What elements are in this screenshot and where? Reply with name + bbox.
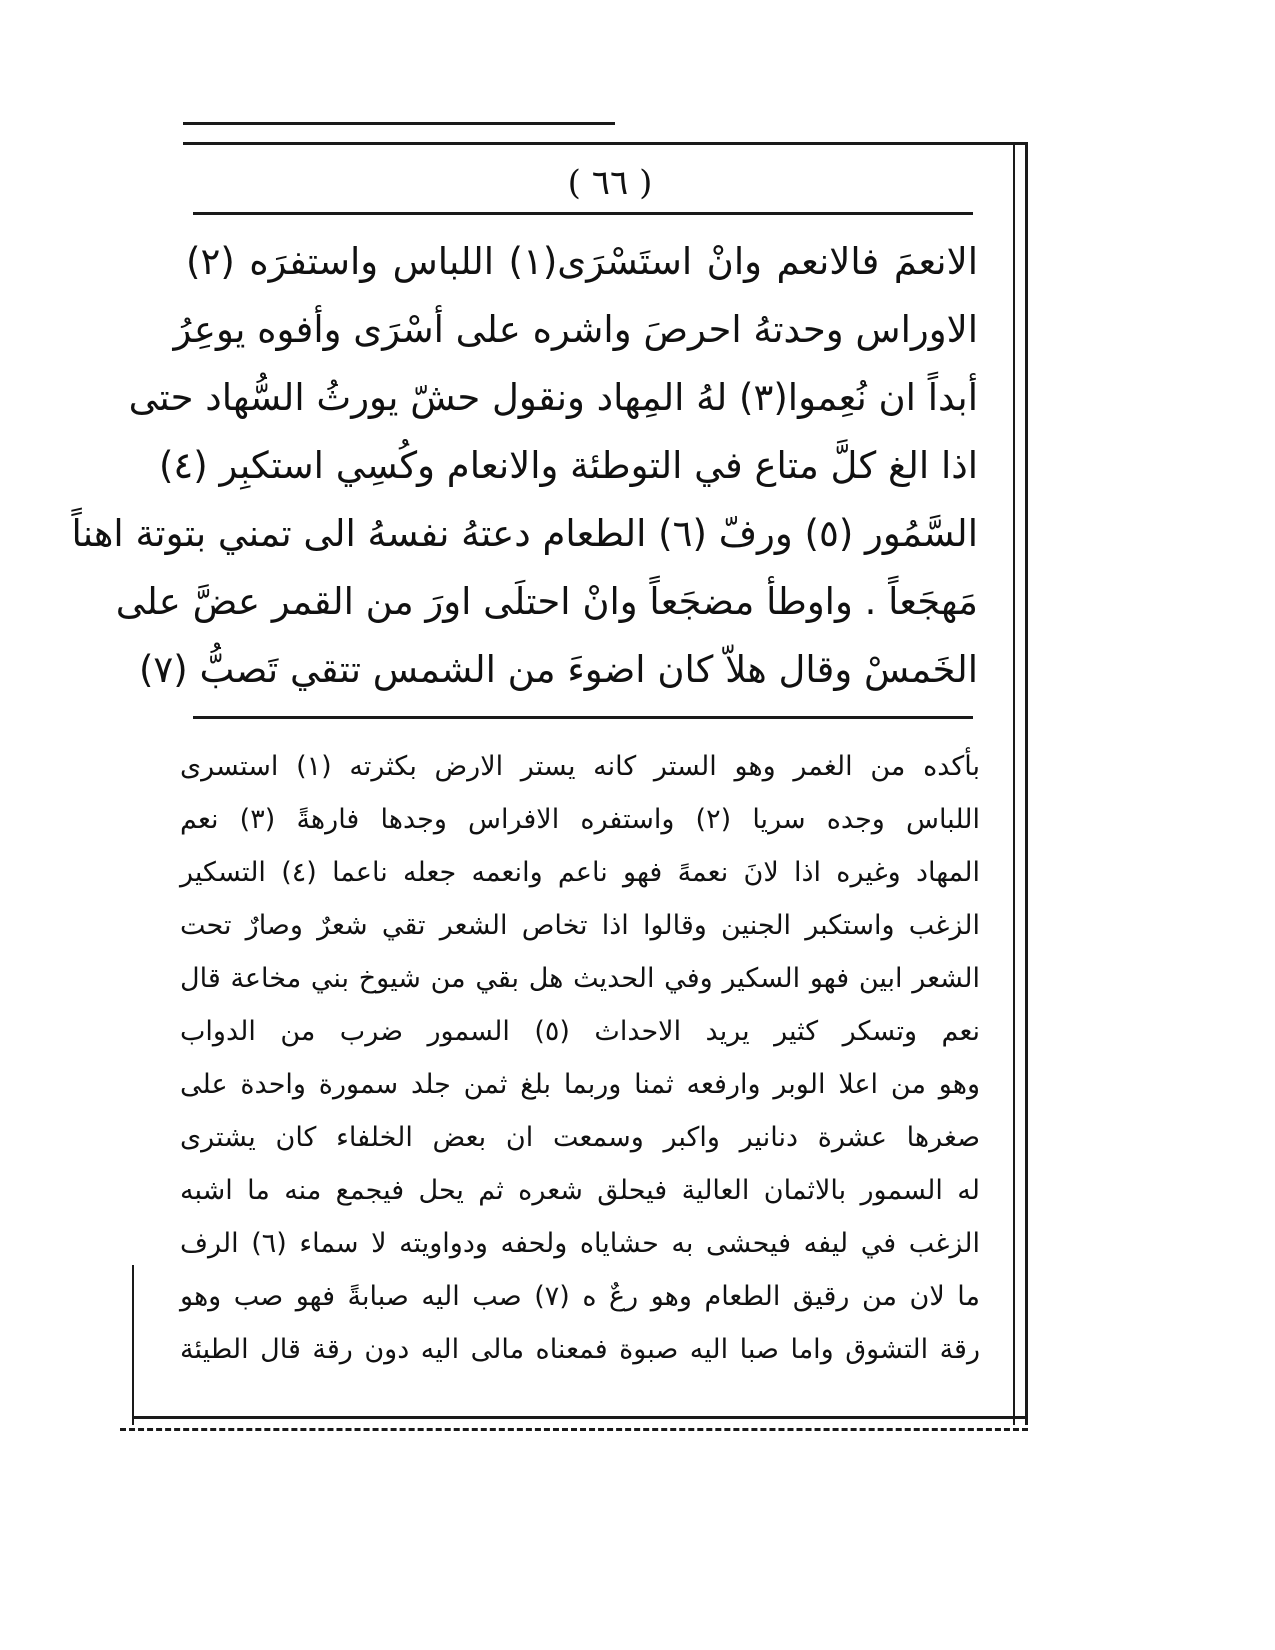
page-number: ( ٦٦ ) <box>567 163 653 203</box>
bottom-dashed-rule <box>120 1428 1028 1431</box>
right-border-inner <box>1013 142 1015 1425</box>
commentary-line-9: له السمور بالاثمان العالية فيحلق شعره ثم يحل فيجمع منه ما اشبه <box>180 1175 980 1206</box>
verse-line-7: الخَمسْ وقال هلاّ كان اضوءَ من الشمس تتقي تَصبُّ (٧) <box>138 648 978 691</box>
commentary-text <box>180 740 980 1376</box>
verse-line-5: السَّمُور (٥) ورفّ (٦) الطعام دعتهُ نفسهُ الى تمني بتوتة اهناً <box>71 512 978 555</box>
commentary-line-7: وهو من اعلا الوبر وارفعه ثمنا وربما بلغ ثمن جلد سمورة واحدة على <box>180 1069 980 1100</box>
commentary-line-8: صغرها عشرة دنانير واكبر وسمعت ان بعض الخلفاء كان يشترى <box>180 1122 980 1153</box>
commentary-line-12: رقة التشوق واما صبا اليه صبوة فمعناه مالى اليه دون رقة قال الطيئة <box>180 1334 980 1365</box>
commentary-line-5: الشعر ابين فهو السكير وفي الحديث هل بقي من شيوخ بني مخاعة قال <box>180 963 980 994</box>
top-short-rule <box>183 122 615 125</box>
right-border-outer <box>1025 142 1028 1425</box>
bottom-rule <box>132 1416 1028 1419</box>
header-rule <box>193 212 973 215</box>
commentary-line-4: الزغب واستكبر الجنين وقالوا اذا تخاص الشعر تقي شعرٌ وصارٌ تحت <box>180 910 980 941</box>
top-long-rule <box>183 142 1028 145</box>
verse-line-4: اذا الغ كلَّ متاع في التوطئة والانعام وكُسِي استكبِر (٤) <box>158 444 978 487</box>
commentary-line-10: الزغب في ليفه فيحشى به حشاياه ولحفه ودواويته لا سماء (٦) الرف <box>180 1228 980 1259</box>
left-border <box>132 1265 134 1425</box>
commentary-line-3: المهاد وغيره اذا لانَ نعمهً فهو ناعم وانعمه جعله ناعما (٤) التسكير <box>180 857 980 888</box>
section-separator <box>193 716 973 719</box>
verse-line-1: الانعمَ فالانعم وانْ استَسْرَى(١) اللباس واستفرَه (٢) <box>186 240 978 283</box>
commentary-line-2: اللباس وجده سريا (٢) واستفره الافراس وجدها فارهةً (٣) نعم <box>180 804 980 835</box>
verse-line-6: مَهجَعاً . واوطأ مضجَعاً وانْ احتلَى اورَ من القمر عضَّ على <box>115 580 978 623</box>
commentary-line-6: نعم وتسكر كثير يريد الاحداث (٥) السمور ضرب من الدواب <box>180 1016 981 1047</box>
commentary-line-11: ما لان من رقيق الطعام وهو رعٌ ه (٧) صب اليه صبابةً فهو صب وهو <box>180 1281 980 1312</box>
verse-line-2: الاوراس وحدتهُ احرصَ واشره على أسْرَى وأفوه يوعِرُ <box>173 308 978 351</box>
verse-text <box>71 228 978 704</box>
verse-line-3: أبداً ان نُعِموا(٣) لهُ المِهاد ونقول حشّ يورثُ السُّهاد حتى <box>128 376 978 419</box>
commentary-line-1: بأكده من الغمر وهو الستر كانه يستر الارض بكثرته (١) استسرى <box>180 751 980 782</box>
